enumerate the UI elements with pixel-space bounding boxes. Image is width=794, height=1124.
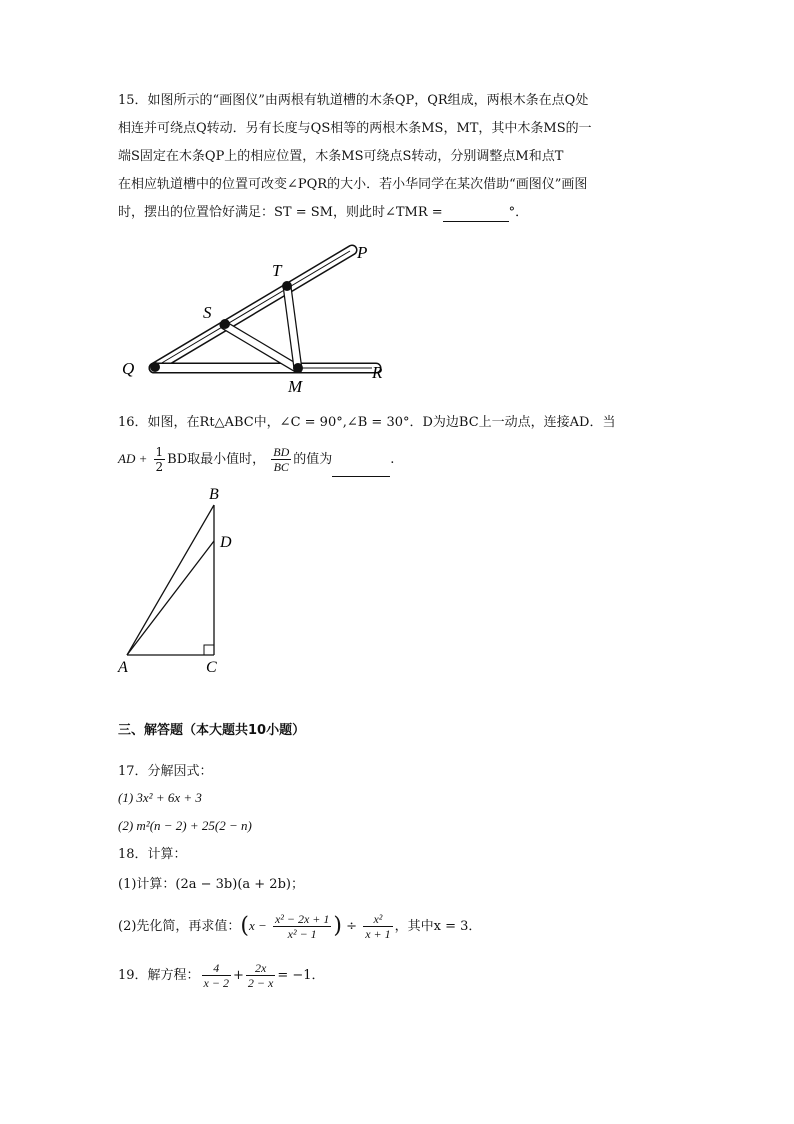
q16-expr-b: BD取最小值时，	[167, 452, 266, 467]
q16-expr-a: AD +	[118, 451, 148, 466]
fraction-1	[273, 912, 331, 941]
q15-line-2: 相连并可绕点Q转动．另有长度与QS相等的两根木条MS，MT，其中木条MS的一	[118, 121, 592, 136]
q16-line-1: 16．如图，在Rt△ABC中，∠C = 90°,∠B = 30°．D为边BC上一动点，连接AD．当	[118, 415, 616, 430]
label-d: D	[220, 534, 232, 551]
plus-sign: +	[232, 968, 244, 983]
pivot-s	[220, 319, 230, 329]
q15-line-5-end: °．	[508, 205, 529, 220]
q16-expr-c: 的值为	[293, 452, 333, 467]
q19-line	[118, 956, 325, 996]
label-r: R	[372, 363, 383, 382]
rail-qp	[154, 250, 352, 368]
q18-part-2	[118, 906, 481, 947]
side-ab	[127, 505, 214, 655]
frac-num: x² − 2x + 1	[274, 912, 330, 926]
fraction-bd-bc	[271, 445, 291, 474]
label-m: M	[288, 377, 303, 396]
frac-den: x² − 1	[287, 927, 317, 941]
fraction-1	[202, 961, 231, 990]
frac-num: x²	[363, 912, 392, 927]
q18-condition: ，其中x = 3．	[394, 919, 482, 934]
q16-line-2	[118, 442, 394, 477]
frac-den: x − 2	[203, 976, 229, 990]
q18-part-2-label: (2)先化简，再求值：	[118, 919, 241, 934]
q16-end: .	[390, 452, 395, 467]
q15-line-5	[118, 204, 528, 222]
label-c: C	[206, 659, 217, 676]
frac-den: BC	[273, 460, 289, 474]
drawing-instrument-figure	[110, 236, 410, 396]
label-b: B	[209, 486, 219, 503]
fraction-2	[363, 912, 392, 941]
section-heading: 三、解答题（本大题共10小题）	[118, 723, 306, 738]
q15-line-5-text: 时，摆出的位置恰好满足：ST = SM，则此时∠TMR =	[118, 205, 443, 220]
q17-title: 17．分解因式：	[118, 764, 213, 779]
bar-sm	[224, 325, 298, 369]
frac-den: 2 − x	[247, 976, 274, 990]
answer-blank	[443, 221, 509, 222]
fraction-2	[246, 961, 275, 990]
pivot-m	[293, 363, 303, 373]
segment-ad	[127, 541, 214, 655]
q18-part-1: (1)计算：(2a − 3b)(a + 2b)；	[118, 877, 304, 892]
triangle-figure	[110, 484, 260, 680]
frac-num: BD	[273, 445, 290, 459]
q19-rhs: = −1．	[277, 968, 325, 983]
pivot-q	[150, 362, 160, 372]
label-s: S	[203, 303, 212, 322]
label-q: Q	[122, 359, 135, 378]
right-angle-mark	[204, 645, 214, 655]
q15-line-1: 15．如图所示的“画图仪”由两根有轨道槽的木条QP，QR组成，两根木条在点Q处	[118, 93, 589, 108]
pivot-t	[282, 281, 292, 291]
fraction-one-half	[154, 445, 166, 474]
frac-num: 4	[202, 961, 231, 976]
q19-label: 19．解方程：	[118, 968, 200, 983]
label-t: T	[272, 261, 282, 280]
frac-den: 2	[155, 460, 164, 474]
frac-den: x + 1	[365, 927, 391, 941]
frac-num: 2x	[246, 961, 275, 976]
paren-close: )	[333, 913, 342, 939]
q15-line-4: 在相应轨道槽中的位置可改变∠PQR的大小．若小华同学在某次借助“画图仪”画图	[118, 177, 588, 192]
answer-blank	[332, 476, 390, 477]
q18-title: 18．计算：	[118, 847, 187, 862]
label-a: A	[118, 659, 128, 676]
q17-part-2: (2) m²(n − 2) + 25(2 − n)	[118, 818, 252, 833]
label-p: P	[357, 243, 368, 262]
frac-num: 1	[155, 445, 164, 459]
bar-mt	[287, 286, 298, 369]
paren-open: (	[240, 913, 250, 939]
divide-sign: ÷	[346, 919, 358, 934]
q17-part-1: (1) 3x² + 6x + 3	[118, 790, 202, 805]
q18-x: x −	[249, 918, 267, 933]
q15-line-3: 端S固定在木条QP上的相应位置，木条MS可绕点S转动，分别调整点M和点T	[118, 149, 564, 164]
